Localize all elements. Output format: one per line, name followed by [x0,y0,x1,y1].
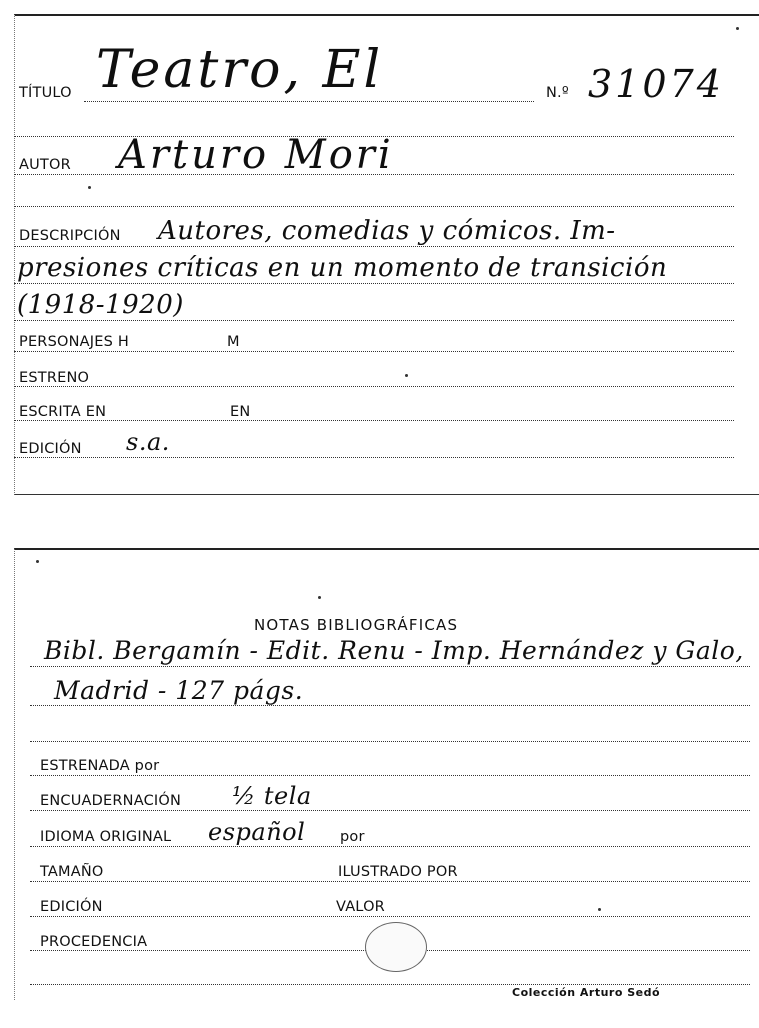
edicion-value: s.a. [126,428,170,456]
idioma-line [30,846,750,847]
personajes-line [14,351,734,352]
rule-line [30,984,750,985]
escrita-line [14,420,734,421]
titulo-value: Teatro, El [96,40,384,100]
numero-label: N.º [546,85,569,101]
collection-footer: Colección Arturo Sedó [512,986,661,999]
tamano-line [30,881,750,882]
rule-line [14,206,734,207]
edicion2-line [30,916,750,917]
personajes-label: PERSONAJES H [19,334,129,350]
descripcion-line-3: (1918-1920) [17,290,184,320]
encuadernacion-line [30,810,750,811]
edicion-line [14,457,734,458]
numero-value: 31074 [588,62,724,106]
estreno-label: ESTRENO [19,370,90,386]
tamano-label: TAMAÑO [40,864,104,880]
paper-speck [36,560,39,563]
encuadernacion-value: ½ tela [232,782,312,810]
notas-heading: NOTAS BIBLIOGRÁFICAS [254,616,459,634]
descripcion-rule-1 [14,246,734,247]
notas-line-2: Madrid - 127 págs. [54,676,304,705]
notas-rule-2 [30,705,750,706]
procedencia-label: PROCEDENCIA [40,934,148,950]
idioma-label: IDIOMA ORIGINAL [40,829,172,845]
autor-label: AUTOR [19,157,71,173]
estreno-line [14,386,734,387]
edicion-label: EDICIÓN [19,441,82,457]
paper-speck [405,374,408,377]
personajes-m-label: M [227,334,240,350]
idioma-value: español [208,818,306,846]
edicion2-label: EDICIÓN [40,899,103,915]
titulo-line [84,101,534,102]
descripcion-rule-2 [14,283,734,284]
estrenada-label: ESTRENADA por [40,758,160,774]
ilustrado-label: ILUSTRADO POR [338,864,458,880]
paper-speck [88,186,91,189]
descripcion-label: DESCRIPCIÓN [19,228,121,244]
descripcion-line-1: Autores, comedias y cómicos. Im- [158,216,616,246]
autor-line [14,174,734,175]
descripcion-line-2: presiones críticas en un momento de transición [17,253,668,283]
punch-hole [365,922,427,972]
rule-line [30,741,750,742]
idioma-por-label: por [340,829,365,845]
estrenada-line [30,775,750,776]
notas-line-1: Bibl. Bergamín - Edit. Renu - Imp. Hernández y Galo, [44,636,744,665]
paper-speck [736,27,739,30]
en-label: EN [230,404,251,420]
paper-speck [318,596,321,599]
valor-label: VALOR [336,899,385,915]
descripcion-rule-3 [14,320,734,321]
autor-value: Arturo Mori [118,132,394,178]
paper-speck [598,908,601,911]
titulo-label: TÍTULO [19,85,72,101]
escrita-label: ESCRITA EN [19,404,107,420]
notas-rule-1 [30,666,750,667]
encuadernacion-label: ENCUADERNACIÓN [40,793,182,809]
